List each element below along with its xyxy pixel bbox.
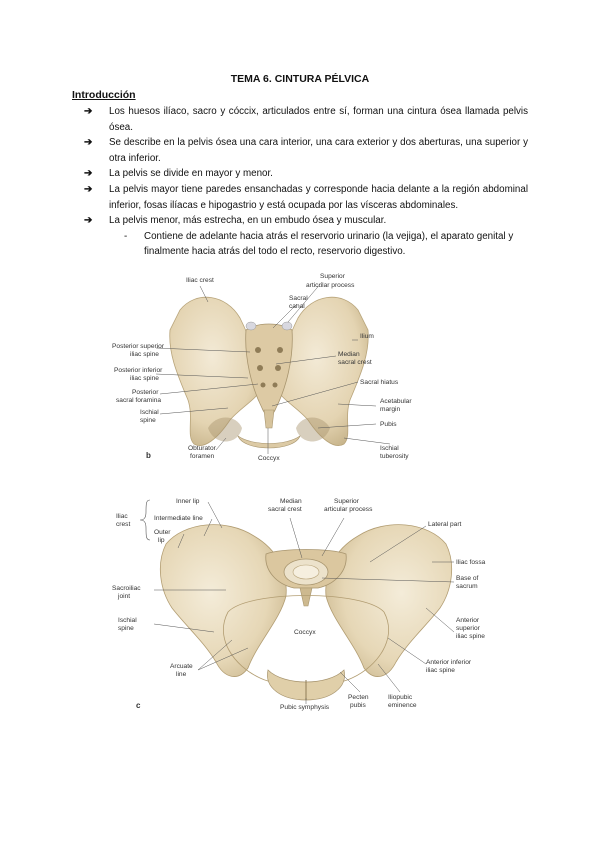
label-outer-lip: lip (158, 537, 165, 544)
label-ischial-tuberosity: tuberosity (380, 453, 409, 460)
label-acetabular-margin: Acetabular (380, 398, 412, 405)
left-iliac-wing-shape (160, 525, 286, 677)
label-aiis: Anterior inferior (426, 659, 472, 666)
sacral-foramen-shape (273, 383, 278, 388)
pubic-arch-shape (238, 436, 300, 448)
label-superior-articular-process: articular process (306, 282, 355, 289)
label-obturator-foramen: Obturator (188, 445, 216, 452)
bullet-item (72, 135, 528, 166)
label-median-sacral-crest: sacral crest (268, 506, 302, 513)
bullet-item (72, 182, 528, 213)
pelvis-posterior-illustration (108, 268, 430, 473)
bullet-list (72, 104, 528, 260)
label-outer-lip: Outer (154, 529, 171, 536)
label-base-of-sacrum: sacrum (456, 583, 478, 590)
label-asis: superior (456, 625, 480, 632)
label-psis: Posterior superior (112, 343, 165, 350)
label-piis: iliac spine (130, 375, 159, 382)
label-iliac-crest: Iliac (116, 513, 128, 520)
sacral-foramen-shape (257, 365, 263, 371)
label-base-of-sacrum: Base of (456, 575, 479, 582)
label-aiis: iliac spine (426, 667, 455, 674)
iliac-crest-bracket (140, 500, 150, 540)
label-posterior-sacral-foramina: sacral foramina (116, 397, 162, 404)
label-median-sacral-crest: Median (338, 351, 360, 358)
label-psis: iliac spine (130, 351, 159, 358)
label-iliac-crest: Iliac crest (186, 277, 214, 284)
pelvis-posterior-figure (108, 268, 430, 473)
sacrum-shape (246, 324, 293, 416)
sub-bullet-item (72, 229, 528, 260)
pelvis-superior-figure (108, 492, 500, 720)
sacral-foramen-shape (275, 365, 281, 371)
label-iliac-crest: crest (116, 521, 131, 528)
label-lateral-part: Lateral part (428, 521, 462, 528)
label-arcuate-line: line (176, 671, 187, 678)
label-posterior-sacral-foramina: Posterior (132, 389, 159, 396)
label-sacral-canal: Sacral (289, 295, 308, 302)
bullet-text: La pelvis menor, más estrecha, en un embudo ósea y muscular. (109, 215, 387, 227)
arrow-icon: ➔ (84, 106, 93, 117)
bullet-text: Los huesos ilíaco, sacro y cóccix, articulados entre sí, forman una cintura ósea llamada pelvis ósea. (109, 106, 528, 133)
label-obturator-foramen: foramen (190, 453, 215, 460)
label-sacral-canal: canal (289, 303, 305, 310)
label-iliac-fossa: Iliac fossa (456, 559, 486, 566)
bullet-text: La pelvis se divide en mayor y menor. (109, 168, 273, 180)
bullet-item (72, 166, 528, 182)
right-iliac-wing-shape (326, 525, 452, 677)
bullet-text: Se describe en la pelvis ósea una cara interior, una cara exterior y dos aberturas, una superior y otra inferior. (109, 137, 528, 164)
label-ischial-spine: Ischial (118, 617, 137, 624)
label-piis: Posterior inferior (114, 367, 163, 374)
arrow-icon: ➔ (84, 168, 93, 180)
label-median-sacral-crest: sacral crest (338, 359, 372, 366)
sacral-body-shape (293, 565, 319, 579)
label-pecten-pubis: pubis (350, 702, 366, 709)
bullet-item (72, 104, 528, 135)
label-superior-articular-process: articular process (324, 506, 373, 513)
label-ischial-spine: Ischial (140, 409, 159, 416)
label-pecten-pubis: Pecten (348, 694, 369, 701)
coccyx-shape (300, 588, 312, 606)
label-sacral-hiatus: Sacral hiatus (360, 379, 399, 386)
bullet-item (72, 213, 528, 229)
label-inner-lip: Inner lip (176, 498, 200, 505)
label-sacroiliac-joint: Sacroiliac (112, 585, 141, 592)
label-median-sacral-crest: Median (280, 498, 302, 505)
label-asis: Anterior (456, 617, 480, 624)
label-asis: iliac spine (456, 633, 485, 640)
label-intermediate-line: Intermediate line (154, 515, 203, 522)
panel-letter-c: c (136, 701, 141, 710)
label-ilium: Ilium (360, 333, 374, 340)
page-title: TEMA 6. CINTURA PÉLVICA (230, 73, 370, 85)
coccyx-shape (264, 410, 274, 428)
section-heading: Introducción (72, 89, 136, 101)
label-pubis: Pubis (380, 421, 397, 428)
bullet-text: La pelvis mayor tiene paredes ensanchadas y corresponde hacia delante a la región abdominal inferior, fosas ilíacas e hipogastrio y está ocupada por las vísceras abdominales. (109, 183, 528, 211)
label-sacroiliac-joint: joint (118, 593, 131, 600)
dash-marker: - (124, 230, 128, 242)
label-acetabular-margin: margin (380, 406, 401, 413)
label-ischial-spine: spine (118, 625, 134, 632)
label-iliopubic-eminence: Iliopubic (388, 694, 413, 701)
arrow-icon: ➔ (84, 183, 93, 195)
sub-bullet-text: Contiene de adelante hacia atrás el reservorio urinario (la vejiga), el aparato genital y finalmente hacia atrás del todo el recto, reservorio digestivo. (144, 230, 514, 258)
label-iliopubic-eminence: eminence (388, 702, 417, 709)
arrow-icon: ➔ (84, 215, 93, 227)
sacral-foramen-shape (255, 347, 261, 353)
label-superior-articular-process: Superior (320, 273, 345, 280)
pelvis-superior-illustration (108, 492, 500, 720)
sacral-foramen-shape (277, 347, 283, 353)
label-coccyx: Coccyx (258, 455, 280, 462)
label-arcuate-line: Arcuate (170, 663, 193, 670)
sacral-foramen-shape (261, 383, 266, 388)
label-ischial-tuberosity: Ischial (380, 445, 399, 452)
left-articular-process-shape (246, 322, 256, 330)
label-superior-articular-process: Superior (334, 498, 359, 505)
right-articular-process-shape (282, 322, 292, 330)
arrow-icon: ➔ (84, 137, 93, 149)
panel-letter-b: b (146, 451, 151, 460)
label-coccyx: Coccyx (294, 629, 316, 636)
label-pubic-symphysis: Pubic symphysis (280, 704, 330, 711)
label-ischial-spine: spine (140, 417, 156, 424)
